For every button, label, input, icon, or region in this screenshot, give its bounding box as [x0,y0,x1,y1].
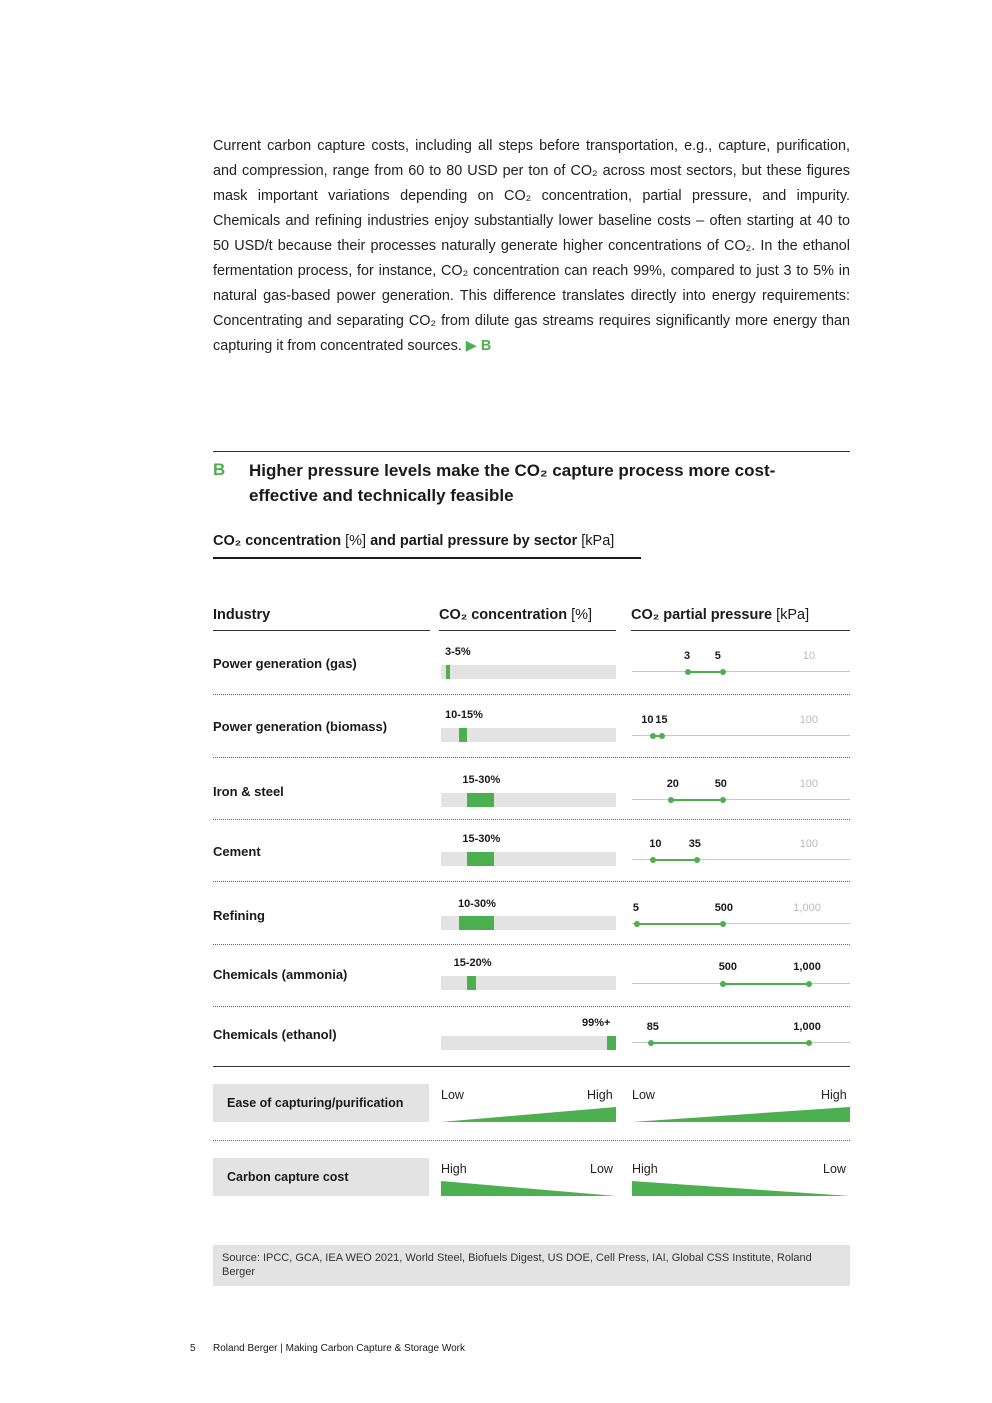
scale-separator [213,1140,850,1141]
partial-pressure-low-label: 20 [666,778,679,790]
header-pp-label: CO₂ partial pressure [631,607,773,623]
partial-pressure-range [723,983,810,985]
intro-paragraph [213,134,850,359]
scale-ease-conc-right: High [587,1088,613,1102]
concentration-track [441,665,616,679]
concentration-bar [607,1036,616,1050]
row-separator [213,944,850,945]
scale-cost-pp-right: Low [823,1162,846,1176]
partial-pressure-range [671,799,723,801]
concentration-track [441,793,616,807]
concentration-bar [467,852,493,866]
header-partial-pressure [631,607,850,631]
partial-pressure-low-dot [648,1040,654,1046]
intro-text: Current carbon capture costs, including all steps before transportation, e.g., capture, purification, and compression, range from 60 to 80 USD per ton of CO₂ across most sectors, but these figures mask important variations depending on CO₂ concentration, partial pressure, and impurity. Chemicals and refining industries enjoy substantially lower baseline costs – often starting at 40 to 50 USD/t because their processes naturally generate higher concentrations of CO₂. In the ethanol fermentation process, for instance, CO₂ concentration can reach 99%, compared to just 3 to 5% in natural gas-based power generation. This difference translates directly into energy requirements: Concentrating and separating CO₂ from dilute gas streams requires significantly more energy than capturing it from concentrated sources. [213,138,850,354]
concentration-track [441,852,616,866]
partial-pressure-low-dot [634,921,640,927]
partial-pressure-low-label: 10 [649,838,662,850]
concentration-label: 3-5% [445,646,471,658]
cost-conc-wedge [441,1181,616,1196]
partial-pressure-axis-max: 100 [799,778,819,790]
row-industry-label: Chemicals (ammonia) [213,967,348,982]
subtitle-bold-2: and partial pressure by sector [370,533,578,549]
concentration-bar [459,916,494,930]
figure-top-rule [213,451,850,452]
figure-title: Higher pressure levels make the CO₂ capture process more cost-effective and technically feasible [249,461,776,505]
cost-pp-wedge [632,1181,850,1196]
partial-pressure-axis [632,799,850,800]
scale-cost-conc-right: Low [590,1162,613,1176]
partial-pressure-low-label: 3 [684,650,691,662]
row-industry-label: Cement [213,844,261,859]
scale-ease-conc-left: Low [441,1088,464,1102]
partial-pressure-low-label: 5 [632,902,640,914]
concentration-bar [446,665,450,679]
row-industry-label: Power generation (biomass) [213,719,388,734]
partial-pressure-axis-max: 100 [799,714,819,726]
row-separator [213,757,850,758]
row-industry-label: Chemicals (ethanol) [213,1027,337,1042]
ease-pp-wedge [632,1107,850,1122]
partial-pressure-low-dot [720,981,726,987]
partial-pressure-high-label: 15 [655,714,668,726]
partial-pressure-low-label: 500 [718,961,738,973]
partial-pressure-range [651,1042,810,1044]
table-bottom-rule [213,1066,850,1067]
concentration-label: 10-30% [458,898,496,910]
concentration-track [441,728,616,742]
partial-pressure-range [653,859,696,861]
header-industry-label: Industry [213,607,271,623]
concentration-label: 99%+ [582,1017,611,1029]
scale-cost-conc-left: High [441,1162,467,1176]
row-industry-label: Power generation (gas) [213,656,357,671]
scale-cost-pp-left: High [632,1162,658,1176]
partial-pressure-range [688,671,723,673]
partial-pressure-high-label: 1,000 [793,961,821,973]
partial-pressure-low-dot [650,733,656,739]
partial-pressure-low-dot [668,797,674,803]
row-separator [213,881,850,882]
header-concentration-label: CO₂ concentration [439,607,568,623]
subtitle-bold-1: CO₂ concentration [213,533,342,549]
concentration-track [441,916,616,930]
figure-letter: B [213,460,226,479]
header-pp-unit: [kPa] [776,607,810,623]
partial-pressure-axis-max: 1,000 [793,902,821,914]
concentration-bar [467,976,476,990]
concentration-track [441,1036,616,1050]
partial-pressure-low-dot [650,857,656,863]
subtitle-unit-1: [%] [345,533,367,549]
partial-pressure-range [637,923,723,925]
concentration-label: 10-15% [445,709,483,721]
partial-pressure-high-label: 1,000 [793,1021,821,1033]
partial-pressure-low-label: 85 [646,1021,659,1033]
scale-ease-pp-left: Low [632,1088,655,1102]
page-number: 5 [190,1343,196,1354]
scale-cost-label: Carbon capture cost [213,1158,429,1196]
ease-conc-wedge [441,1107,616,1122]
partial-pressure-high-label: 500 [714,902,734,914]
concentration-label: 15-20% [453,957,492,969]
partial-pressure-axis-max: 10 [802,650,816,662]
subtitle-unit-2: [kPa] [581,533,615,549]
partial-pressure-high-label: 5 [714,650,721,662]
scale-ease-pp-right: High [821,1088,847,1102]
figure-reference-link[interactable]: ▶ B [465,338,492,354]
concentration-track [441,976,616,990]
concentration-label: 15-30% [462,833,501,845]
scale-ease-label: Ease of capturing/purification [213,1084,429,1122]
footer-text: Roland Berger | Making Carbon Capture & Storage Work [213,1343,465,1354]
row-industry-label: Iron & steel [213,784,284,799]
row-separator [213,1006,850,1007]
partial-pressure-high-dot [694,857,700,863]
header-concentration-unit: [%] [571,607,593,623]
partial-pressure-high-dot [720,797,726,803]
partial-pressure-high-dot [720,669,726,675]
partial-pressure-high-dot [659,733,665,739]
row-industry-label: Refining [213,908,265,923]
figure-subtitle [213,533,641,559]
partial-pressure-low-dot [685,669,691,675]
partial-pressure-axis [632,671,850,672]
row-separator [213,694,850,695]
row-separator [213,819,850,820]
partial-pressure-axis-max: 100 [799,838,819,850]
partial-pressure-high-dot [806,981,812,987]
header-concentration [439,607,616,631]
partial-pressure-high-dot [806,1040,812,1046]
header-industry [213,607,430,631]
concentration-label: 15-30% [462,774,501,786]
partial-pressure-high-dot [720,921,726,927]
partial-pressure-low-label: 10 [641,714,654,726]
source-note: Source: IPCC, GCA, IEA WEO 2021, World Steel, Biofuels Digest, US DOE, Cell Press, IAI, Global CSS Institute, Roland Berger [213,1245,850,1286]
concentration-bar [459,728,468,742]
partial-pressure-high-label: 35 [688,838,701,850]
partial-pressure-high-label: 50 [714,778,727,790]
concentration-bar [467,793,493,807]
